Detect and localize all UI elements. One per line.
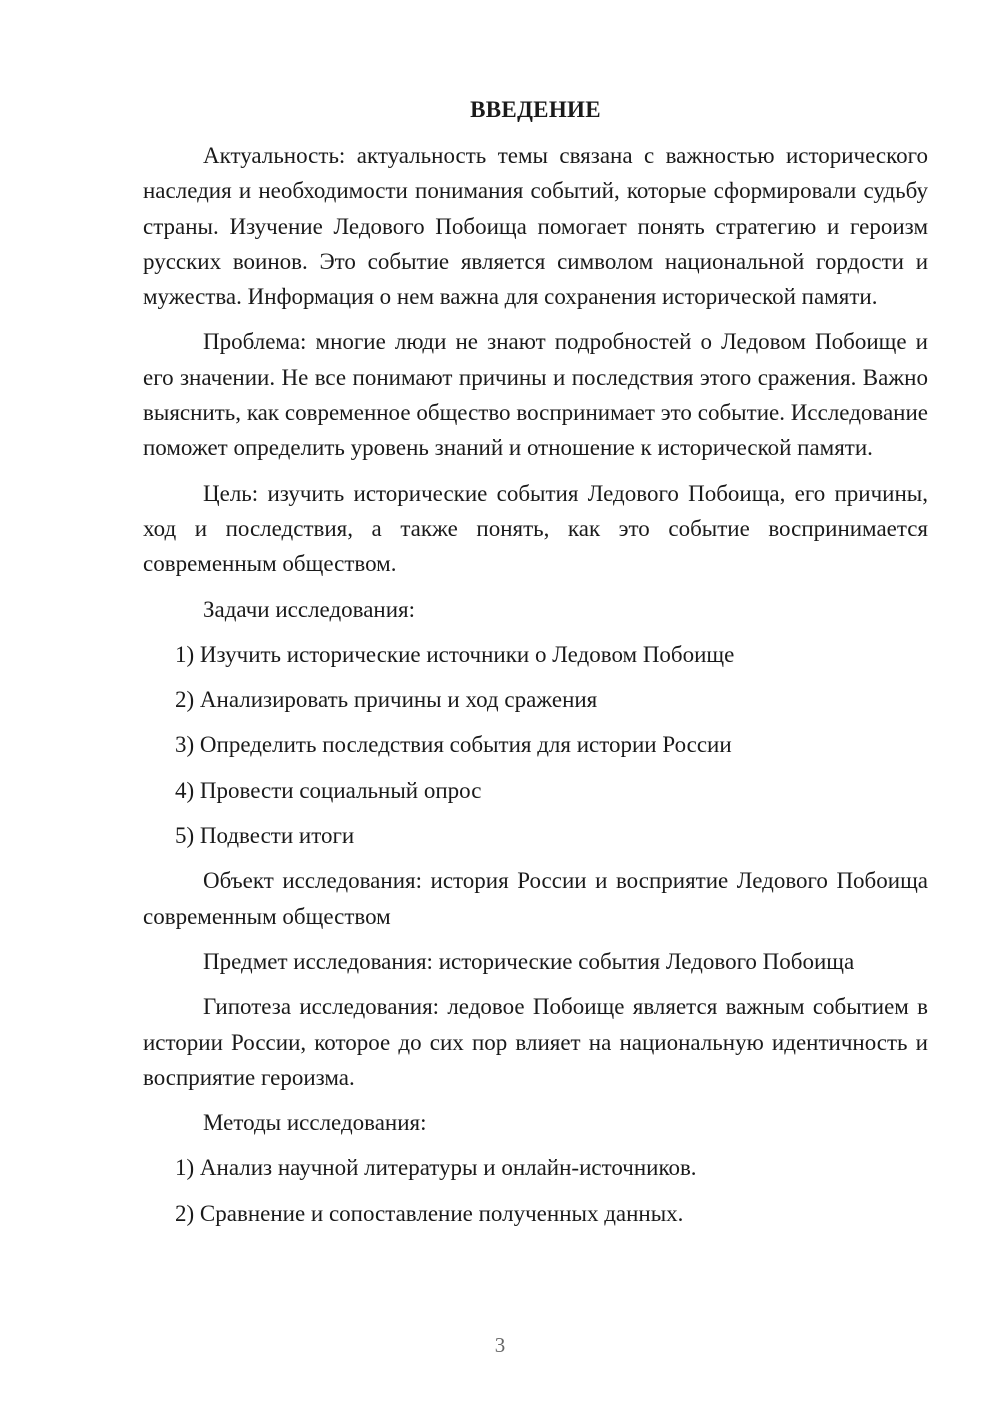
task-item-4: 4) Провести социальный опрос xyxy=(175,777,482,803)
task-item-5: 5) Подвести итоги xyxy=(175,823,355,849)
subject-paragraph: Предмет исследования: исторические события Ледового Побоища xyxy=(203,948,855,974)
task-item-2: 2) Анализировать причины и ход сражения xyxy=(175,687,598,713)
relevance-paragraph: Актуальность: актуальность темы связана с важностью исторического наследия и необходимости понимания событий, которые сформировали судьбу страны. Изучение Ледового Побоища помогает понять стратегию и героизм русских воинов. Это событие является символом национальной гордости и мужества. Информация о нем важна для сохранения исторической памяти. xyxy=(143,143,928,310)
methods-title: Методы исследования: xyxy=(203,1110,427,1136)
problem-paragraph: Проблема: многие люди не знают подробностей о Ледовом Побоище и его значении. Не все понимают причины и последствия этого сражения. Важно выяснить, как современное общество воспринимает это событие. Исследование поможет определить уровень знаний и отношение к исторической памяти. xyxy=(143,329,928,461)
tasks-title: Задачи исследования: xyxy=(203,596,416,622)
page-number: 3 xyxy=(494,1333,506,1357)
hypothesis-paragraph: Гипотеза исследования: ледовое Побоище является важным событием в истории России, которое до сих пор влияет на национальную идентичность и восприятие героизма. xyxy=(143,994,928,1090)
method-item-2: 2) Сравнение и сопоставление полученных данных. xyxy=(175,1200,684,1226)
task-item-3: 3) Определить последствия события для истории России xyxy=(175,732,732,758)
task-item-1: 1) Изучить исторические источники о Ледовом Побоище xyxy=(175,641,735,667)
document-page xyxy=(143,96,928,1241)
object-paragraph: Объект исследования: история России и восприятие Ледового Побоища современным обществом xyxy=(143,868,928,929)
method-item-1: 1) Анализ научной литературы и онлайн-источников. xyxy=(175,1155,697,1181)
page-title: ВВЕДЕНИЕ xyxy=(470,97,601,122)
goal-paragraph: Цель: изучить исторические события Ледового Побоища, его причины, ход и последствия, а также понять, как это событие воспринимается современным обществом. xyxy=(143,480,928,577)
